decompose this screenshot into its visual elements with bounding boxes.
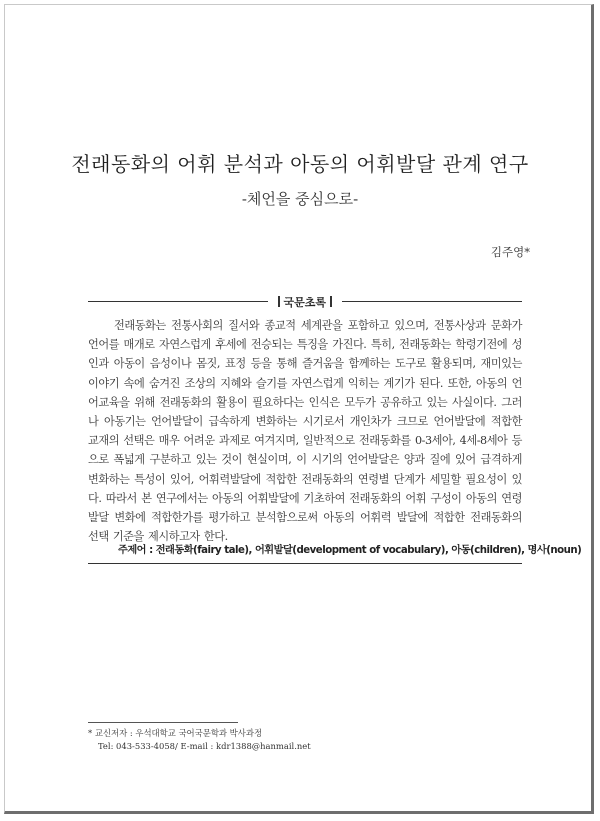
paper-subtitle: -체언을 중심으로- (241, 190, 359, 208)
abstract-body: 전래동화는 전통사회의 질서와 종교적 세계관을 포함하고 있으며, 전통사상과 문화가 언어를 매개로 자연스럽게 후세에 전승되는 특징을 가진다. 특히, 전래동화는 학령기전에 성인과 아동이 음성이나 몸짓, 표정 등을 통해 즐거움을 함께하는 도구로 활용되며, 재미있는 이야기 속에 숨겨진 조상의 지혜와 슬기를 자연스럽게 익히는 계기가 된다. 또한, 아동의 언어교육을 위해 전래동화의 활용이 필요하다는 인식은 모두가 공유하고 있는 사실이다. 그러나 아동기는 언어발달이 급속하게 변화하는 시기로서 개인차가 크므로 언어발달에 적합한 교재의 선택은 매우 어려운 과제로 여겨지며, 일반적으로 전래동화를 0-3세아, 4세-8세아 등으로 폭넓게 구분하고 있는 것이 현실이며, 이 시기의 언어발달은 양과 질에 있어 급격하게 변화하는 특성이 있어, 어휘력발달에 적합한 전래동화의 연령별 단계가 세밀할 필요성이 있다. 따라서 본 연구에서는 아동의 어휘발달에 기초하여 전래동화의 어휘 구성이 아동의 연령 발달 변화에 적합한가를 평가하고 분석함으로써 아동의 어휘력 발달에 적합한 전래동화의 선택 기준을 제시하고자 한다. (88, 319, 522, 544)
abstract-bottom-rule (88, 563, 522, 564)
footnote-contact: Tel: 043-533-4058/ E-mail : kdr1388@hanmail.net (98, 741, 311, 751)
footnote (88, 727, 311, 753)
footnote-affiliation: * 교신저자 : 우석대학교 국어국문학과 박사과정 (88, 728, 263, 738)
abstract-label: 국문초록 (283, 296, 327, 309)
label-bar-right (330, 296, 332, 307)
author-name: 김주영* (490, 245, 530, 259)
footnote-rule (88, 722, 238, 723)
abstract-header (88, 295, 522, 307)
abstract-label-box (268, 294, 342, 310)
paper-title: 전래동화의 어휘 분석과 아동의 어휘발달 관계 연구 (71, 152, 529, 176)
label-bar-left (278, 296, 280, 307)
keywords-line: 주제어 : 전래동화(fairy tale), 어휘발달(development of vocabulary), 아동(children), 명사(noun) (118, 545, 582, 556)
